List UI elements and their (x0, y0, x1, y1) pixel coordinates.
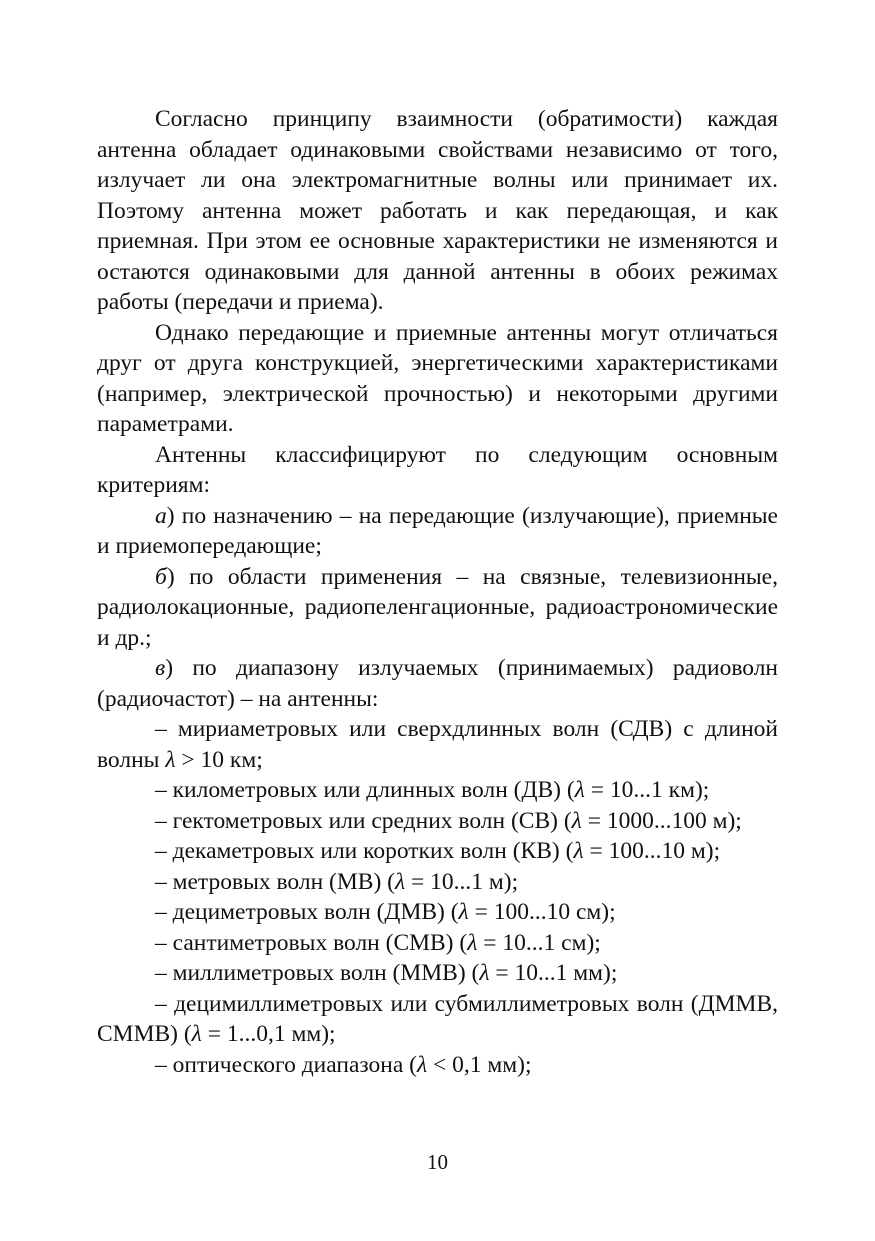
band-range: > 10 км; (175, 746, 263, 773)
band-text: – децимиллиметровых или субмиллиметровых волн (ДММВ, СММВ) ( (97, 990, 778, 1047)
criterion-text: ) по области применения – на связные, телевизионные, радиолокационные, радиопеленгационные, радиоастрономические и др.; (97, 563, 778, 651)
criterion-letter: б (155, 563, 167, 590)
band-text: – дециметровых волн (ДМВ) ( (155, 899, 459, 925)
band-text: – километровых или длинных волн (ДВ) ( (155, 777, 575, 803)
criterion-text: ) по диапазону излучаемых (принимаемых) радиоволн (радиочастот) – на антенны: (97, 655, 778, 712)
band-item-dmv (97, 897, 778, 928)
band-text: – миллиметровых волн (ММВ) ( (155, 960, 480, 986)
band-text: – сантиметровых волн (СМВ) ( (155, 929, 468, 956)
band-range: = 100...10 см); (468, 899, 616, 925)
lambda-symbol: λ (416, 1051, 428, 1078)
band-item-kv (97, 836, 778, 867)
lambda-symbol: λ (467, 929, 478, 956)
band-range: = 10...1 мм); (489, 960, 618, 986)
band-text: – метровых волн (МВ) ( (155, 868, 395, 895)
page-number: 10 (427, 1150, 448, 1174)
paragraph-classification-intro: Антенны классифицируют по следующим основным критериям: (97, 441, 778, 498)
criterion-purpose (97, 501, 778, 562)
band-item-dmmv-smmv (97, 989, 778, 1050)
band-item-mmv (97, 958, 778, 989)
band-range: = 100...10 м); (583, 838, 721, 864)
band-range: < 0,1 мм); (427, 1051, 532, 1078)
criterion-letter: а (155, 502, 167, 529)
band-text: – гектометровых или средних волн (СВ) ( (155, 807, 572, 834)
paragraph-reciprocity: Согласно принципу взаимности (обратимости) каждая антенна обладает одинаковыми свойствами независимо от того, излучает ли она электромагнитные волны или принимает их. Поэтому антенна может работать и как передающая, и как приемная. При этом ее основные характеристики не изменяются и остаются одинаковыми для данной антенны в обоих режимах работы (передачи и приема). (97, 106, 778, 315)
lambda-symbol: λ (479, 960, 490, 986)
lambda-symbol: λ (574, 777, 585, 803)
band-item-mv (97, 867, 778, 898)
band-text: – декаметровых или коротких волн (КВ) ( (155, 838, 574, 864)
band-range: = 1...0,1 мм); (201, 1021, 336, 1047)
paragraph-differences: Однако передающие и приемные антенны могут отличаться друг от друга конструкцией, энергетическими характеристиками (например, электрической прочностью) и некоторыми другими параметрами. (97, 319, 778, 437)
band-item-smv (97, 928, 778, 959)
band-range: = 10...1 м); (405, 868, 519, 895)
lambda-symbol: λ (458, 899, 469, 925)
criterion-text: ) по назначению – на передающие (излучающие), приемные и приемопередающие; (97, 502, 778, 559)
criterion-application (97, 562, 778, 654)
band-item-sdv (97, 714, 778, 775)
lambda-symbol: λ (571, 807, 582, 834)
band-text: – оптического диапазона ( (155, 1051, 417, 1078)
band-item-sv (97, 806, 778, 837)
criterion-letter: в (155, 655, 166, 681)
band-range: = 1000...100 м); (581, 807, 742, 834)
lambda-symbol: λ (191, 1021, 202, 1047)
lambda-symbol: λ (165, 746, 176, 773)
band-range: = 10...1 см); (477, 929, 601, 956)
page-body (97, 104, 778, 1080)
criterion-frequency-range (97, 653, 778, 714)
lambda-symbol: λ (394, 868, 406, 895)
band-text: – мириаметровых или сверхдлинных волн (СДВ) с длиной волны (97, 716, 778, 773)
band-item-dv (97, 775, 778, 806)
lambda-symbol: λ (573, 838, 584, 864)
band-item-optical (97, 1050, 778, 1081)
band-range: = 10...1 км); (584, 777, 710, 803)
